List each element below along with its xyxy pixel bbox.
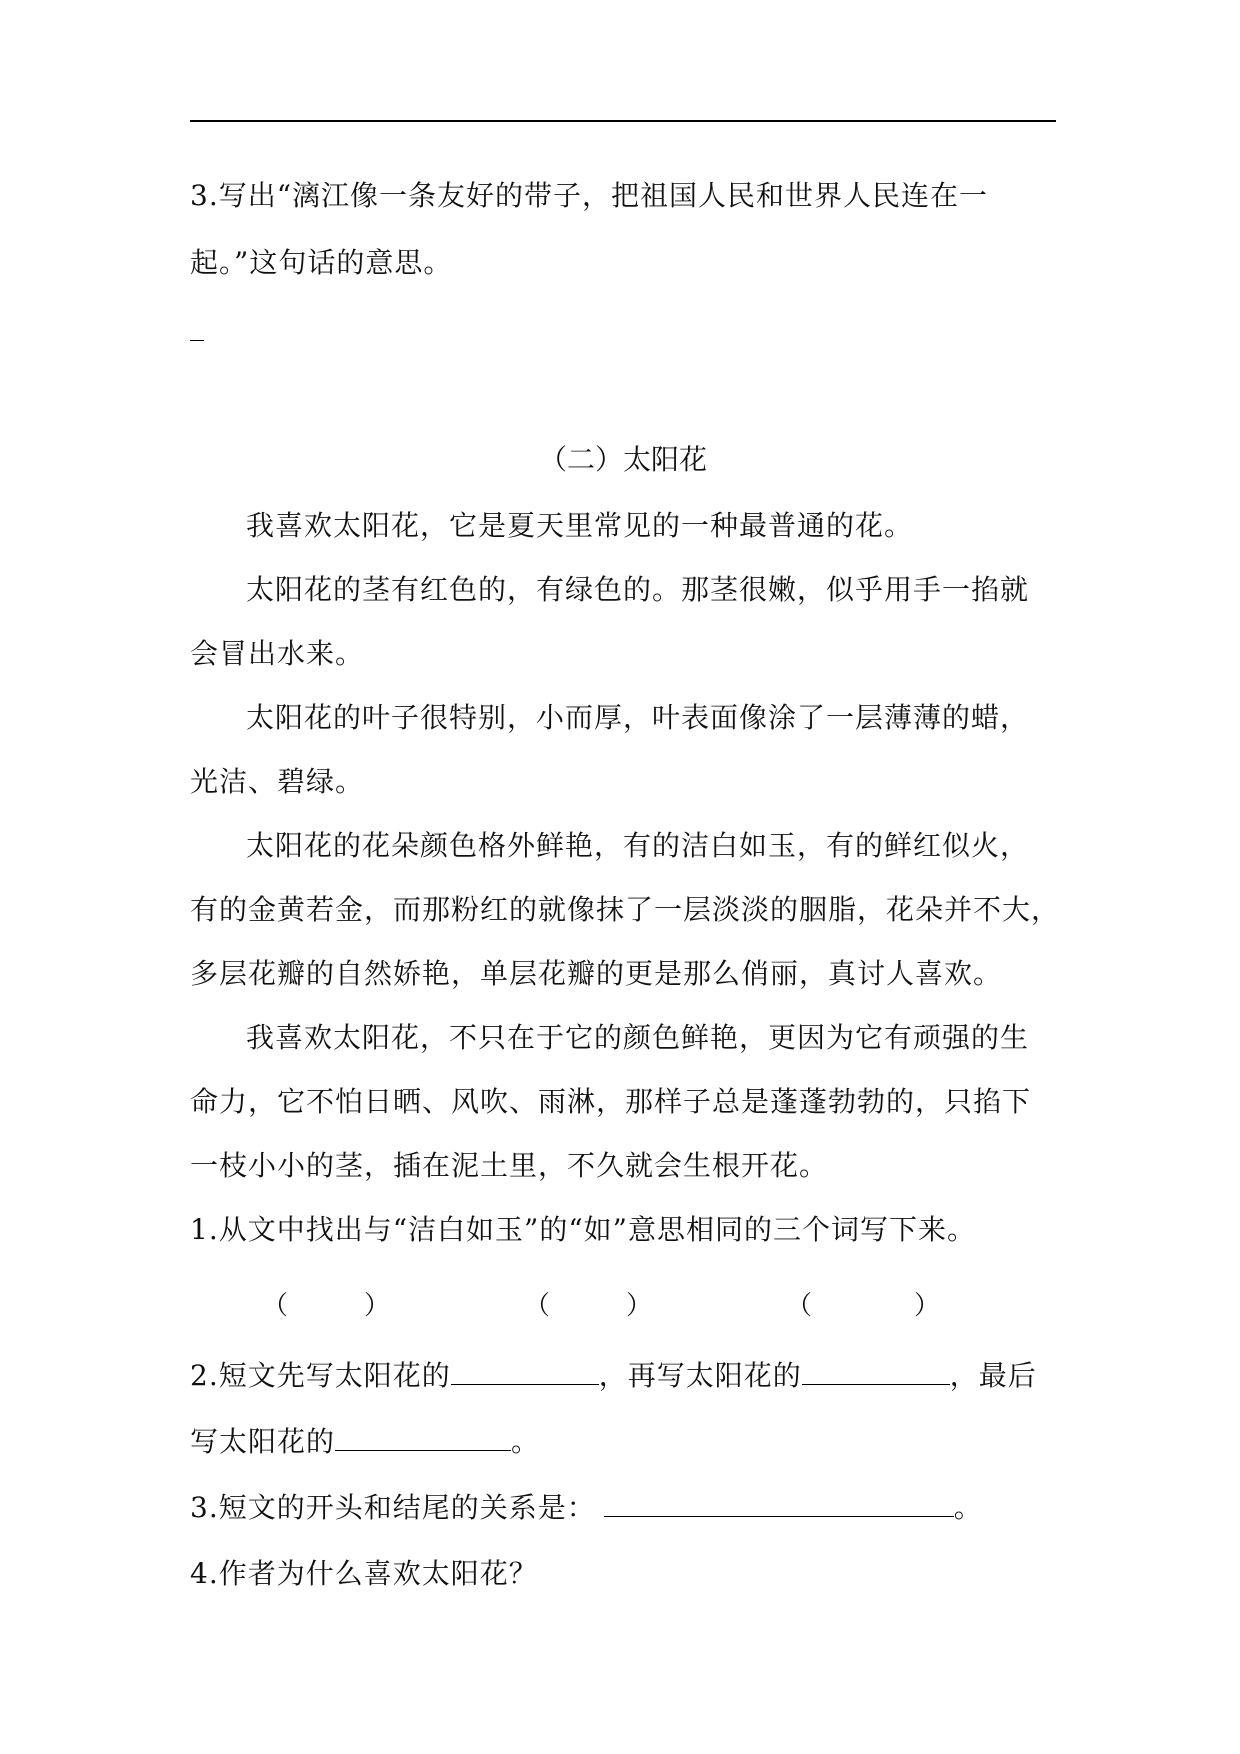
- question-3-blank[interactable]: [604, 1488, 954, 1517]
- answer-3-open-paren: （: [786, 1291, 813, 1321]
- question-2-line-1: [190, 1356, 1037, 1396]
- passage-paragraph-1: 我喜欢太阳花，它是夏天里常见的一种最普通的花。: [246, 509, 914, 542]
- question-2-blank-1[interactable]: [451, 1356, 599, 1385]
- passage-paragraph-4-line-2: 有的金黄若金，而那粉红的就像抹了一层淡淡的胭脂，花朵并不大，: [190, 893, 1061, 926]
- answer-1-open-paren: （: [262, 1291, 289, 1321]
- question-4: 4.作者为什么喜欢太阳花？: [190, 1557, 538, 1590]
- question-2-line-2: [190, 1422, 540, 1462]
- answer-line-mark: [190, 340, 204, 341]
- passage-paragraph-4-line-1: 太阳花的花朵颜色格外鲜艳，有的洁白如玉，有的鲜红似火，: [246, 829, 1030, 862]
- passage-paragraph-5-line-1: 我喜欢太阳花，不只在于它的颜色鲜艳，更因为它有顽强的生: [246, 1021, 1030, 1054]
- header-rule: [190, 120, 1056, 122]
- passage-paragraph-4-line-3: 多层花瓣的自然娇艳，单层花瓣的更是那么俏丽，真讨人喜欢。: [190, 957, 1003, 990]
- answer-1-close-paren: ）: [364, 1291, 391, 1321]
- passage-paragraph-2-line-2: 会冒出水来。: [190, 637, 365, 670]
- answer-2-open-paren: （: [524, 1291, 551, 1321]
- answer-2-close-paren: ）: [626, 1291, 653, 1321]
- passage-paragraph-3-line-1: 太阳花的叶子很特别，小而厚，叶表面像涂了一层薄薄的蜡，: [246, 701, 1030, 734]
- question-1: 1.从文中找出与“洁白如玉”的“如”意思相同的三个词写下来。: [190, 1213, 976, 1246]
- prev-question-3-line-2: 起。”这句话的意思。: [190, 246, 453, 279]
- question-2-blank-3[interactable]: [335, 1422, 511, 1451]
- prev-question-3-line-1: 3.写出“漓江像一条友好的带子，把祖国人民和世界人民连在一: [190, 179, 989, 212]
- question-3: [190, 1488, 983, 1528]
- question-3-text-a: 3.短文的开头和结尾的关系是：: [190, 1491, 596, 1524]
- question-2-text-a: 2.短文先写太阳花的: [190, 1359, 451, 1392]
- question-2-blank-2[interactable]: [802, 1356, 950, 1385]
- question-3-text-b: 。: [953, 1491, 983, 1524]
- section-title: （二）太阳花: [538, 443, 707, 476]
- question-2-text-b: ，再写太阳花的: [598, 1359, 802, 1392]
- passage-paragraph-5-line-3: 一枝小小的茎，插在泥土里，不久就会生根开花。: [190, 1149, 829, 1182]
- passage-paragraph-2-line-1: 太阳花的茎有红色的，有绿色的。那茎很嫩，似乎用手一掐就: [246, 573, 1030, 606]
- question-2-text-c: ，最后: [949, 1359, 1037, 1392]
- passage-paragraph-3-line-2: 光洁、碧绿。: [190, 765, 365, 798]
- question-2-text-e: 。: [511, 1425, 541, 1458]
- question-2-text-d: 写太阳花的: [190, 1425, 336, 1458]
- passage-paragraph-5-line-2: 命力，它不怕日晒、风吹、雨淋，那样子总是蓬蓬勃勃的，只掐下: [190, 1085, 1032, 1118]
- answer-3-close-paren: ）: [914, 1291, 941, 1321]
